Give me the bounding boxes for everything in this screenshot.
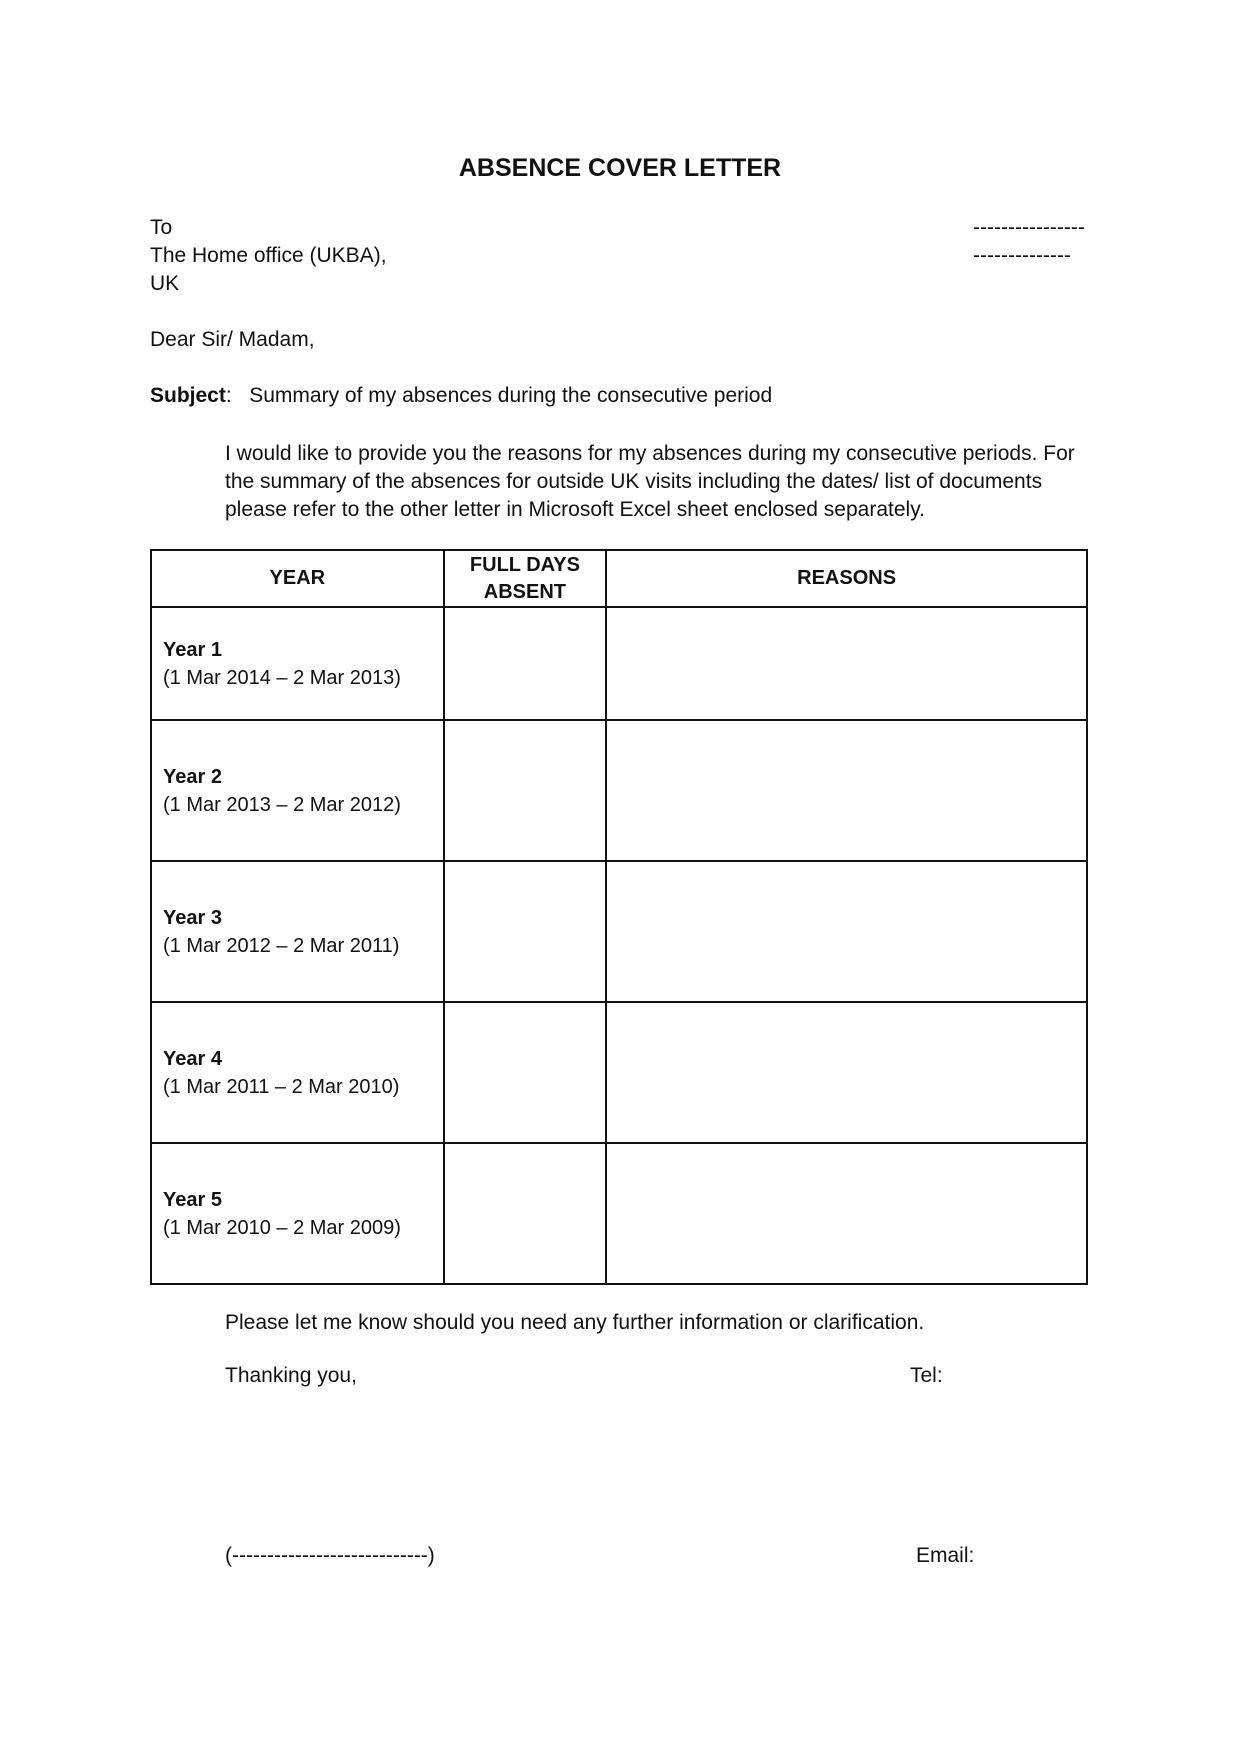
- year-cell: [151, 720, 444, 861]
- header-days-line1: FULL DAYS: [469, 553, 580, 576]
- header-year: YEAR: [151, 550, 444, 607]
- thanks-line: Thanking you,: [225, 1364, 357, 1387]
- body-line-2: the summary of the absences for outside UK visits including the dates/ list of documents: [225, 470, 1043, 493]
- closing-request: Please let me know should you need any further information or clarification.: [225, 1311, 925, 1334]
- subject-text: Summary of my absences during the consecutive period: [249, 384, 773, 407]
- year-cell: [151, 607, 444, 720]
- days-absent-cell[interactable]: [444, 607, 607, 720]
- sender-placeholder-1: ----------------: [973, 216, 1085, 239]
- body-paragraph: [225, 440, 1085, 524]
- table-row: [151, 607, 1087, 720]
- sender-placeholder-2: --------------: [973, 244, 1071, 267]
- header-days-line2: ABSENT: [483, 580, 567, 603]
- year-label: Year 4: [163, 1047, 222, 1070]
- days-absent-cell[interactable]: [444, 1002, 607, 1143]
- reasons-cell[interactable]: [606, 861, 1087, 1002]
- header-reasons: REASONS: [606, 550, 1087, 607]
- year-label: Year 5: [163, 1188, 222, 1211]
- table-row: [151, 1002, 1087, 1143]
- subject-separator: :: [225, 384, 232, 407]
- year-range: (1 Mar 2012 – 2 Mar 2011): [163, 934, 400, 957]
- year-cell: [151, 1002, 444, 1143]
- table-row: [151, 1143, 1087, 1284]
- year-range: (1 Mar 2013 – 2 Mar 2012): [163, 793, 401, 816]
- subject-label: Subject: [150, 384, 226, 407]
- days-absent-cell[interactable]: [444, 861, 607, 1002]
- letter-title: ABSENCE COVER LETTER: [458, 154, 782, 182]
- subject-line: [150, 382, 772, 410]
- reasons-cell[interactable]: [606, 1143, 1087, 1284]
- year-cell: [151, 861, 444, 1002]
- days-absent-cell[interactable]: [444, 720, 607, 861]
- header-full-days-absent: [444, 550, 607, 607]
- recipient-country: UK: [150, 272, 180, 295]
- email-label: Email:: [916, 1544, 975, 1567]
- body-line-1: I would like to provide you the reasons for my absences during my consecutive periods. For: [225, 442, 1075, 465]
- recipient-to: To: [150, 216, 173, 239]
- year-range: (1 Mar 2010 – 2 Mar 2009): [163, 1216, 401, 1239]
- year-range: (1 Mar 2011 – 2 Mar 2010): [163, 1075, 400, 1098]
- salutation: Dear Sir/ Madam,: [150, 328, 315, 351]
- recipient-office: The Home office (UKBA),: [150, 244, 387, 267]
- table-row: [151, 720, 1087, 861]
- absence-table: [150, 549, 1088, 1285]
- tel-label: Tel:: [910, 1364, 943, 1387]
- year-label: Year 1: [163, 638, 222, 661]
- year-cell: [151, 1143, 444, 1284]
- reasons-cell[interactable]: [606, 720, 1087, 861]
- year-label: Year 3: [163, 906, 222, 929]
- year-label: Year 2: [163, 765, 222, 788]
- year-range: (1 Mar 2014 – 2 Mar 2013): [163, 666, 401, 689]
- table-row: [151, 861, 1087, 1002]
- signature-placeholder: (----------------------------): [225, 1544, 435, 1567]
- body-line-3: please refer to the other letter in Microsoft Excel sheet enclosed separately.: [225, 498, 925, 521]
- reasons-cell[interactable]: [606, 1002, 1087, 1143]
- table-header-row: [151, 550, 1087, 607]
- days-absent-cell[interactable]: [444, 1143, 607, 1284]
- reasons-cell[interactable]: [606, 607, 1087, 720]
